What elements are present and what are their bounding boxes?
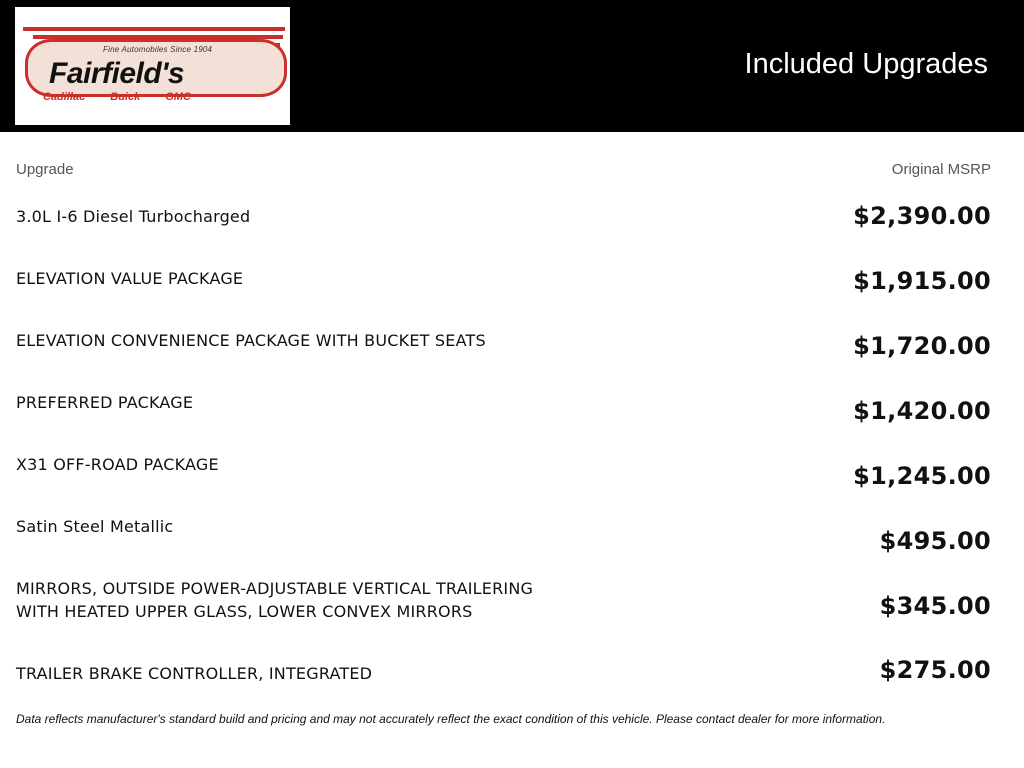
upgrade-name: MIRRORS, OUTSIDE POWER-ADJUSTABLE VERTICAL TRAILERING WITH HEATED UPPER GLASS, LOWER CONVEX MIRRORS xyxy=(16,579,534,621)
upgrade-price: $345.00 xyxy=(879,592,991,620)
upgrade-price: $1,420.00 xyxy=(853,397,991,425)
upgrade-price: $1,245.00 xyxy=(853,462,991,490)
upgrade-name: X31 OFF-ROAD PACKAGE xyxy=(16,455,219,474)
logo-tagline: Fine Automobiles Since 1904 xyxy=(103,45,213,54)
upgrade-name: Satin Steel Metallic xyxy=(16,517,174,536)
upgrade-name: ELEVATION VALUE PACKAGE xyxy=(16,269,244,288)
column-header-msrp: Original MSRP xyxy=(891,161,991,178)
column-header-upgrade: Upgrade xyxy=(16,161,74,178)
upgrade-price: $495.00 xyxy=(879,527,991,555)
dealer-logo xyxy=(15,7,290,125)
logo-make-gmc: GMC xyxy=(165,91,191,103)
upgrade-name: ELEVATION CONVENIENCE PACKAGE WITH BUCKET SEATS xyxy=(16,331,486,350)
page-title: Included Upgrades xyxy=(744,48,988,80)
upgrade-name: TRAILER BRAKE CONTROLLER, INTEGRATED xyxy=(16,664,373,683)
logo-make-cadillac: Cadillac xyxy=(43,91,86,103)
upgrade-price: $1,720.00 xyxy=(853,332,991,360)
upgrade-name: PREFERRED PACKAGE xyxy=(16,393,194,412)
logo-name: Fairfield's xyxy=(49,57,185,90)
logo-make-buick: Buick xyxy=(110,91,141,103)
upgrade-price: $275.00 xyxy=(879,656,991,684)
disclaimer-text: Data reflects manufacturer's standard build and pricing and may not accurately reflect the exact condition of this vehicle. Please contact dealer for more information. xyxy=(16,712,886,726)
upgrade-name: 3.0L I-6 Diesel Turbocharged xyxy=(16,207,251,226)
header-bar xyxy=(0,0,1024,132)
upgrade-price: $2,390.00 xyxy=(853,202,991,230)
upgrade-price: $1,915.00 xyxy=(853,267,991,295)
logo-makes xyxy=(43,91,213,103)
